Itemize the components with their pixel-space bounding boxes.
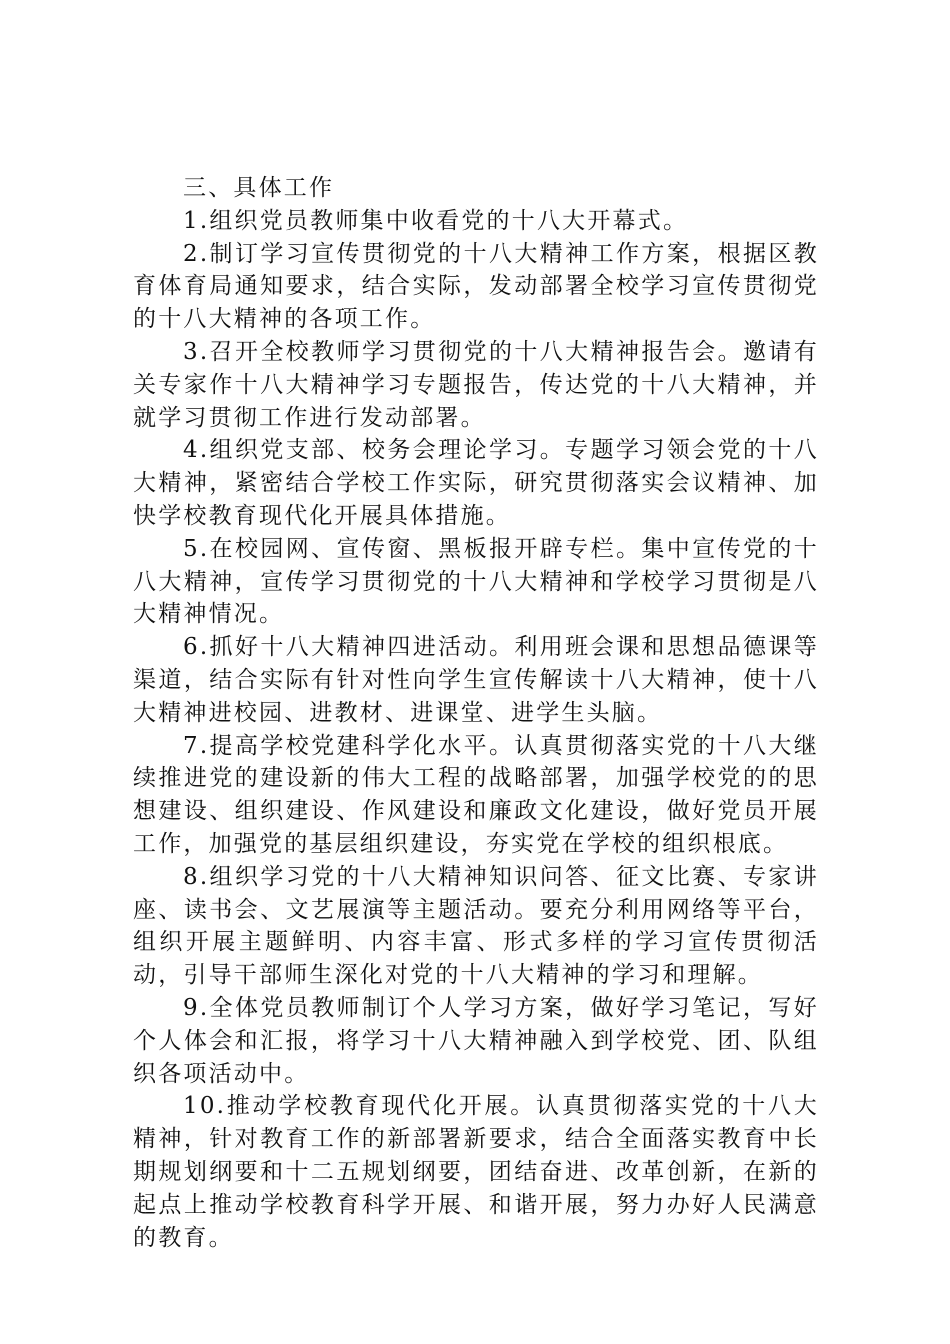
paragraph-8: 8.组织学习党的十八大精神知识问答、征文比赛、专家讲座、读书会、文艺展演等主题活动。要充分利用网络等平台，组织开展主题鲜明、内容丰富、形式多样的学习宣传贯彻活动，引导干部师生深化对党的十八大精神的学习和理解。 — [133, 863, 819, 989]
paragraph-3: 3.召开全校教师学习贯彻党的十八大精神报告会。邀请有关专家作十八大精神学习专题报告，传达党的十八大精神，并就学习贯彻工作进行发动部署。 — [133, 338, 819, 431]
paragraph-6: 6.抓好十八大精神四进活动。利用班会课和思想品德课等渠道，结合实际有针对性向学生宣传解读十八大精神，使十八大精神进校园、进教材、进课堂、进学生头脑。 — [133, 634, 819, 726]
paragraph-10: 10.推动学校教育现代化开展。认真贯彻落实党的十八大精神，针对教育工作的新部署新要求，结合全面落实教育中长期规划纲要和十二五规划纲要，团结奋进、改革创新，在新的起点上推动学校教育科学开展、和谐开展，努力办好人民满意的教育。 — [133, 1093, 819, 1251]
document-body — [133, 172, 819, 1254]
paragraph-1: 1.组织党员教师集中收看党的十八大开幕式。 — [183, 207, 689, 234]
paragraph-5: 5.在校园网、宣传窗、黑板报开辟专栏。集中宣传党的十八大精神，宣传学习贯彻党的十八大精神和学校学习贯彻是八大精神情况。 — [133, 535, 819, 628]
paragraph-2: 2.制订学习宣传贯彻党的十八大精神工作方案，根据区教育体育局通知要求，结合实际，发动部署全校学习宣传贯彻党的十八大精神的各项工作。 — [133, 240, 819, 333]
section-heading: 三、具体工作 — [183, 175, 335, 201]
paragraph-4: 4.组织党支部、校务会理论学习。专题学习领会党的十八大精神，紧密结合学校工作实际，研究贯彻落实会议精神、加快学校教育现代化开展具体措施。 — [133, 437, 819, 529]
paragraph-9: 9.全体党员教师制订个人学习方案，做好学习笔记，写好个人体会和汇报，将学习十八大精神融入到学校党、团、队组织各项活动中。 — [133, 994, 819, 1087]
paragraph-7: 7.提高学校党建科学化水平。认真贯彻落实党的十八大继续推进党的建设新的伟大工程的战略部署，加强学校党的的思想建设、组织建设、作风建设和廉政文化建设，做好党员开展工作，加强党的基层组织建设，夯实党在学校的组织根底。 — [133, 732, 819, 857]
